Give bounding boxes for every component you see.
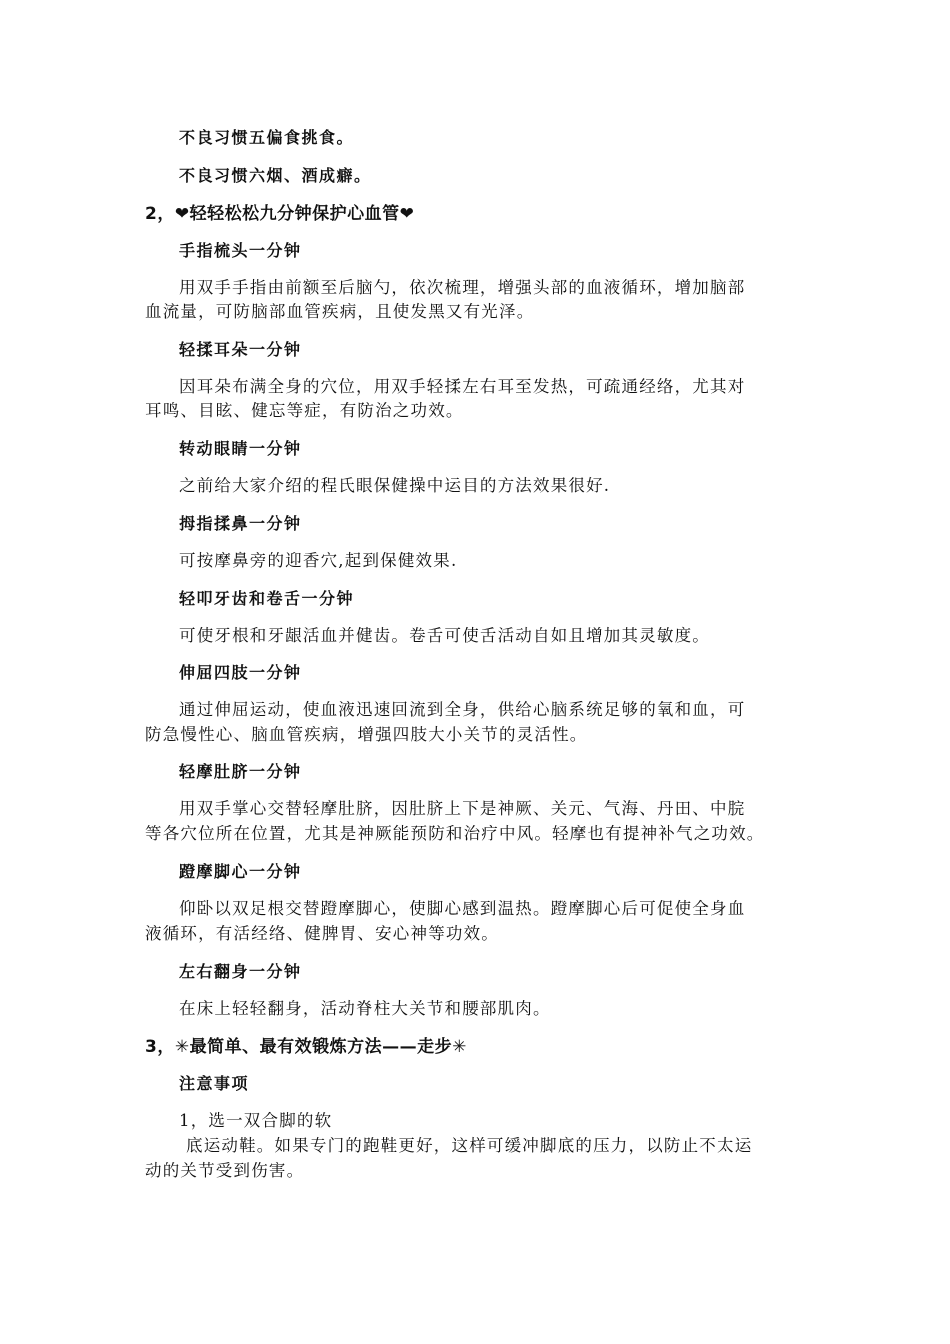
- item-body-line: 血流量，可防脑部血管疾病，且使发黑又有光泽。: [145, 302, 535, 321]
- item-body-line: 液循环，有活经络、健脾胃、安心神等功效。: [145, 924, 499, 943]
- intro-line: 不良习惯六烟、酒成癖。: [179, 166, 372, 185]
- body-line: 底运动鞋。如果专门的跑鞋更好，这样可缓冲脚底的压力，以防止不太运: [186, 1136, 753, 1155]
- item-body-line: 仰卧以双足根交替蹬摩脚心，使脚心感到温热。蹬摩脚心后可促使全身血: [179, 899, 746, 918]
- item-body-line: 因耳朵布满全身的穴位，用双手轻揉左右耳至发热，可疏通经络，尤其对: [179, 377, 746, 396]
- intro-line: 不良习惯五偏食挑食。: [179, 128, 355, 147]
- item-title: 手指梳头一分钟: [179, 241, 302, 260]
- body-line: 1，选一双合脚的软: [179, 1111, 333, 1130]
- item-body-line: 之前给大家介绍的程氏眼保健操中运目的方法效果很好.: [179, 476, 611, 495]
- section-3-subtitle: 注意事项: [179, 1074, 250, 1093]
- item-body-line: 等各穴位所在位置，尤其是神厥能预防和治疗中风。轻摩也有提神补气之功效。: [145, 824, 765, 843]
- item-body-line: 用双手手指由前额至后脑勺，依次梳理，增强头部的血液循环，增加脑部: [179, 278, 746, 297]
- item-body-line: 通过伸屈运动，使血液迅速回流到全身，供给心脑系统足够的氧和血，可: [179, 700, 746, 719]
- item-body-line: 可按摩鼻旁的迎香穴,起到保健效果.: [179, 551, 458, 570]
- item-title: 轻摩肚脐一分钟: [179, 762, 302, 781]
- item-title: 轻叩牙齿和卷舌一分钟: [179, 589, 355, 608]
- body-line: 动的关节受到伤害。: [145, 1161, 305, 1180]
- item-title: 转动眼睛一分钟: [179, 439, 302, 458]
- item-title: 轻揉耳朵一分钟: [179, 340, 302, 359]
- section-2-title: 2，❤轻轻松松九分钟保护心血管❤: [145, 204, 415, 224]
- item-title: 拇指揉鼻一分钟: [179, 514, 302, 533]
- item-body-line: 在床上轻轻翻身，活动脊柱大关节和腰部肌肉。: [179, 999, 551, 1018]
- item-body-line: 耳鸣、目眩、健忘等症，有防治之功效。: [145, 401, 464, 420]
- item-body-line: 可使牙根和牙龈活血并健齿。卷舌可使舌活动自如且增加其灵敏度。: [179, 626, 710, 645]
- item-title: 蹬摩脚心一分钟: [179, 862, 302, 881]
- item-title: 左右翻身一分钟: [179, 962, 302, 981]
- item-title: 伸屈四肢一分钟: [179, 663, 302, 682]
- section-3-title: 3，✳最简单、最有效锻炼方法——走步✳: [145, 1037, 467, 1057]
- item-body-line: 用双手掌心交替轻摩肚脐，因肚脐上下是神厥、关元、气海、丹田、中脘: [179, 799, 746, 818]
- item-body-line: 防急慢性心、脑血管疾病，增强四肢大小关节的灵活性。: [145, 725, 588, 744]
